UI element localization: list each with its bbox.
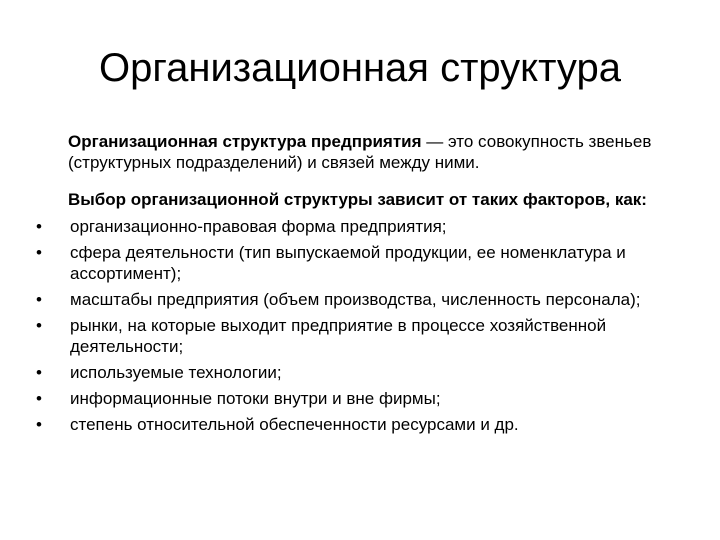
paragraph-spacer [36, 173, 686, 189]
bullet-icon: • [36, 415, 42, 434]
bullet-icon: • [36, 217, 42, 236]
definition-term: Организационная структура предприятия [68, 132, 422, 151]
bullet-icon: • [36, 363, 42, 382]
list-item [36, 362, 686, 383]
factors-list [36, 216, 686, 435]
bullet-icon: • [36, 389, 42, 408]
list-item-text: сфера деятельности (тип выпускаемой продукции, ее номенклатура и ассортимент); [70, 243, 626, 283]
list-item [36, 414, 686, 435]
slide-title: Организационная структура [99, 46, 621, 90]
list-item-text: степень относительной обеспеченности ресурсами и др. [70, 415, 519, 434]
list-item [36, 242, 686, 284]
list-item [36, 315, 686, 357]
list-item-text: рынки, на которые выходит предприятие в процессе хозяйственной деятельности; [70, 316, 607, 356]
list-item [36, 289, 686, 310]
list-item-text: используемые технологии; [70, 363, 282, 382]
definition-text: — это совокупность звеньев (структурных подразделений) и связей между ними. [68, 132, 652, 172]
factors-heading: Выбор организационной структуры зависит от таких факторов, как: [68, 190, 647, 209]
slide-body [36, 131, 686, 440]
list-item [36, 388, 686, 409]
bullet-icon: • [36, 290, 42, 309]
list-item [36, 216, 686, 237]
bullet-icon: • [36, 316, 42, 335]
definition-paragraph [36, 131, 686, 173]
list-item-text: информационные потоки внутри и вне фирмы; [70, 389, 441, 408]
bullet-icon: • [36, 243, 42, 262]
list-item-text: организационно-правовая форма предприятия; [70, 217, 447, 236]
list-item-text: масштабы предприятия (объем производства, численность персонала); [70, 290, 641, 309]
